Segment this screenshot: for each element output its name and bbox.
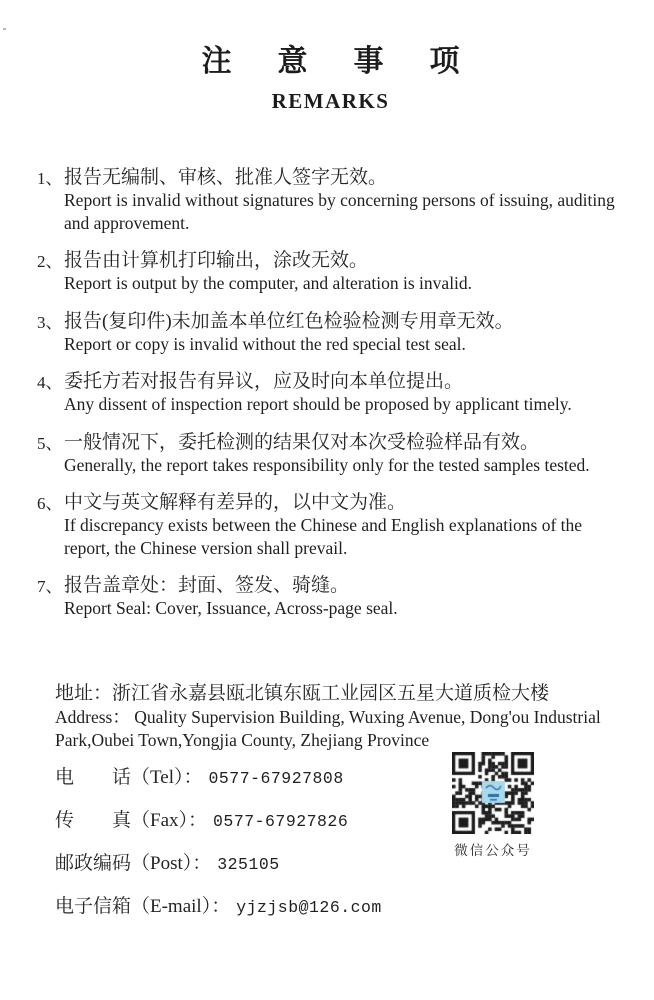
address-en: Address： Quality Supervision Building, Wuxing Avenue, Dong'ou Industrial Park,Oubei Town,Yongjia County, Zhejiang Province bbox=[55, 706, 601, 750]
item-text-en: Generally, the report takes responsibility only for the tested samples tested. bbox=[64, 454, 590, 475]
contact-row-email bbox=[55, 896, 624, 919]
item-text-cn: 报告盖章处：封面、签发、骑缝。 bbox=[64, 575, 350, 596]
item-number: 2、 bbox=[37, 252, 63, 271]
list-item bbox=[37, 167, 624, 234]
item-text-cn: 报告(复印件)未加盖本单位红色检验检测专用章无效。 bbox=[64, 310, 514, 332]
item-number: 1、 bbox=[37, 169, 63, 188]
list-item bbox=[37, 575, 624, 620]
item-text-cn: 报告无编制、审核、批准人签字无效。 bbox=[64, 167, 388, 188]
item-text-en: Any dissent of inspection report should be proposed by applicant timely. bbox=[64, 394, 572, 414]
item-text-en: Report is invalid without signatures by concerning persons of issuing, auditing and approvement. bbox=[64, 190, 615, 233]
address-block bbox=[55, 682, 627, 752]
page-title-en: REMARKS bbox=[271, 89, 390, 113]
scan-artifact bbox=[3, 28, 6, 30]
address-cn: 地址：浙江省永嘉县瓯北镇东瓯工业园区五星大道质检大楼 bbox=[55, 682, 550, 704]
wechat-qr-code-icon bbox=[452, 752, 534, 834]
list-item bbox=[37, 432, 624, 477]
contact-row-tel bbox=[55, 767, 624, 790]
list-item bbox=[37, 492, 624, 559]
remarks-list bbox=[37, 167, 624, 620]
item-number: 3、 bbox=[37, 312, 63, 332]
item-number: 6、 bbox=[37, 494, 63, 513]
item-text-cn: 一般情况下，委托检测的结果仅对本次受检验样品有效。 bbox=[64, 431, 540, 453]
item-number: 5、 bbox=[37, 433, 63, 453]
page-title-cn: 注意事项 bbox=[201, 45, 506, 78]
tel-value: 0577-67927808 bbox=[208, 768, 344, 788]
fax-label: 传 真（Fax）： bbox=[55, 809, 208, 831]
item-number: 7、 bbox=[37, 577, 63, 596]
tel-label: 电 话（Tel）： bbox=[55, 766, 203, 788]
item-text-en: Report is output by the computer, and alteration is invalid. bbox=[64, 273, 473, 293]
list-item bbox=[37, 250, 624, 295]
email-label: 电子信箱（E-mail）： bbox=[55, 895, 231, 917]
item-text-en: Report or copy is invalid without the red special test seal. bbox=[64, 333, 466, 354]
contact-row-fax bbox=[55, 810, 624, 833]
list-item bbox=[37, 371, 624, 416]
item-text-en: Report Seal: Cover, Issuance, Across-page seal. bbox=[64, 598, 398, 618]
wechat-qr-block bbox=[452, 752, 534, 859]
post-value: 325105 bbox=[217, 854, 280, 874]
item-text-en: If discrepancy exists between the Chinese and English explanations of the report, the Chinese version shall prevail. bbox=[64, 515, 583, 558]
email-value: yjzjsb@126.com bbox=[236, 897, 382, 917]
qr-caption: 微信公众号 bbox=[454, 843, 532, 858]
contact-block bbox=[55, 767, 624, 919]
list-item bbox=[37, 311, 624, 356]
item-text-cn: 报告由计算机打印输出，涂改无效。 bbox=[64, 250, 369, 271]
contact-row-post bbox=[55, 853, 624, 876]
post-label: 邮政编码（Post）： bbox=[55, 852, 212, 874]
item-number: 4、 bbox=[37, 373, 63, 392]
item-text-cn: 中文与英文解释有差异的，以中文为准。 bbox=[64, 492, 407, 513]
fax-value: 0577-67927826 bbox=[213, 811, 349, 831]
item-text-cn: 委托方若对报告有异议，应及时向本单位提出。 bbox=[64, 371, 464, 392]
